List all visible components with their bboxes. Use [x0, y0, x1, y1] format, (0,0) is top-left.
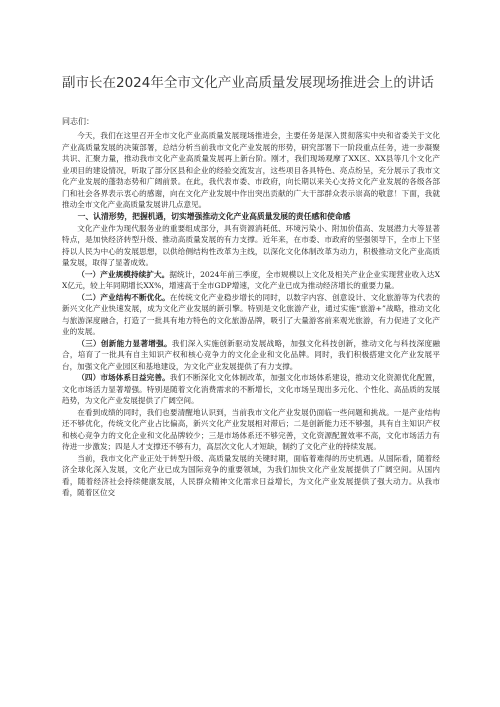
problems-paragraph: 在看到成绩的同时，我们也要清醒地认识到，当前我市文化产业发展仍面临一些问题和挑战。一是产业结构还不够优化，传统文化产业占比偏高，新兴文化产业发展相对滞后；二是创新能力还不够强，具有自主知识产权和核心竞争力的文化企业和文化品牌较少；三是市场体系还不够完善，文化资源配置效率不高，文化市场活力有待进一步激发；四是人才支撑还不够有力，高层次文化人才短缺，制约了文化产业的持续发展。	[62, 407, 440, 451]
item-4-text: 我们不断深化文化体制改革，加强文化市场体系建设，推动文化资源优化配置，文化市场活力显著增强。特别是随着文化消费需求的不断增长，文化市场呈现出多元化、个性化、高品质的发展趋势，为文化产业发展提供了广阔空间。	[62, 373, 441, 405]
document-title: 副市长在2024年全市文化产业高质量发展现场推进会上的讲话	[62, 75, 434, 91]
item-1-text: 据统计，2024年前三季度，全市规模以上文化及相关产业企业实现营业收入达XX亿元，较上年同期增长XX%，增速高于全市GDP增速，文化产业已成为推动经济增长的重要力量。	[62, 269, 441, 290]
salutation: 同志们：	[62, 117, 94, 126]
item-2-label: （二）产业结构不断优化。	[77, 292, 170, 302]
section-1-heading: 一、认清形势，把握机遇，切实增强推动文化产业高质量发展的责任感和使命感	[77, 211, 351, 221]
item-4-paragraph	[62, 372, 440, 407]
item-3-paragraph	[62, 338, 440, 373]
item-1-label: （一）产业规模持续扩大。	[77, 269, 170, 279]
section-1-intro-paragraph: 文化产业作为现代服务业的重要组成部分，具有资源消耗低、环境污染小、附加价值高、发展潜力大等显著特点，是加快经济转型升级、推动高质量发展的有力支撑。近年来，在市委、市政府的坚强领导下，全市上下坚持以人民为中心的发展思想，以供给侧结构性改革为主线，以深化文化体制改革为动力，积极推动文化产业高质量发展，取得了显著成效。	[62, 223, 440, 267]
opportunity-paragraph: 当前，我市文化产业正处于转型升级、高质量发展的关键时期，面临着难得的历史机遇。从国际看，随着经济全球化深入发展，文化产业已成为国际竞争的重要领域，为我们加快文化产业发展提供了广阔空间。从国内看，随着经济社会持续健康发展，人民群众精神文化需求日益增长，为文化产业发展提供了强大动力。从我市看，随着区位交	[62, 453, 440, 497]
item-2-paragraph	[62, 292, 440, 338]
intro-paragraph: 今天，我们在这里召开全市文化产业高质量发展现场推进会，主要任务是深入贯彻落实中央和省委关于文化产业高质量发展的决策部署，总结分析当前我市文化产业发展的形势，研究部署下一阶段重点任务，进一步凝聚共识、汇聚力量，推动我市文化产业高质量发展再上新台阶。刚才，我们现场观摩了XX区、XX县等几个文化产业项目的建设情况，听取了部分区县和企业的经验交流发言，这些项目各具特色、亮点纷呈，充分展示了我市文化产业发展的蓬勃态势和广阔前景。在此，我代表市委、市政府，向长期以来关心支持文化产业发展的各级各部门和社会各界表示衷心的感谢，向在文化产业发展中作出突出贡献的广大干部群众表示崇高的敬意！下面，我就推动全市文化产业高质量发展讲几点意见。	[62, 131, 440, 209]
item-1-paragraph	[62, 269, 440, 292]
item-4-label: （四）市场体系日益完善。	[77, 373, 170, 382]
item-2-text: 在传统文化产业稳步增长的同时，以数字内容、创意设计、文化旅游等为代表的新兴文化产业快速发展，成为文化产业发展的新引擎。特别是文化旅游产业，通过实施“旅游+”战略，推动文化与旅游深度融合，打造了一批具有地方特色的文化旅游品牌，吸引了大量游客前来观光旅游，有力促进了文化产业的发展。	[62, 292, 441, 336]
item-3-text: 我们深入实施创新驱动发展战略，加强文化科技创新，推动文化与科技深度融合，培育了一批具有自主知识产权和核心竞争力的文化企业和文化品牌。同时，我们积极搭建文化产业发展平台，加强文化产业园区和基地建设，为文化产业发展提供了有力支撑。	[62, 338, 441, 371]
item-3-label: （三）创新能力显著增强。	[77, 338, 172, 348]
document-page	[62, 72, 440, 499]
